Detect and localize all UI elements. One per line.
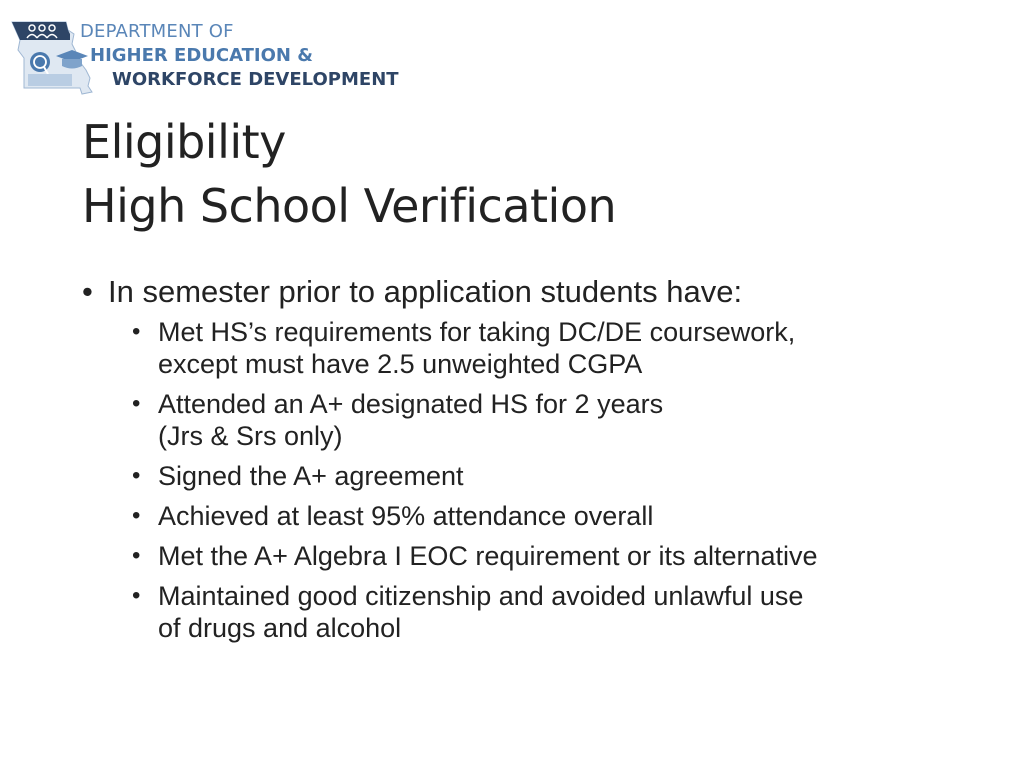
sub-bullet-designated-hs — [132, 388, 982, 452]
sub-bullet-attendance — [132, 500, 982, 532]
bullet-marker: • — [82, 274, 93, 309]
sub-bullet-line: Met the A+ Algebra I EOC requirement or its alternative — [158, 541, 818, 571]
sub-bullet-agreement — [132, 460, 982, 492]
bullet-marker: • — [132, 318, 141, 345]
title-line-high-school-verification: High School Verification — [82, 179, 617, 233]
sub-bullet-list — [82, 316, 982, 644]
sub-bullet-line: Attended an A+ designated HS for 2 years — [158, 389, 664, 419]
sub-bullet-line: Maintained good citizenship and avoided unlawful use — [158, 581, 804, 611]
sub-bullet-line: Achieved at least 95% attendance overall — [158, 501, 654, 531]
main-bullet-text: In semester prior to application students have: — [108, 274, 743, 309]
sub-bullet-line: Signed the A+ agreement — [158, 461, 464, 491]
bullet-marker: • — [132, 542, 141, 569]
sub-bullet-line: except must have 2.5 unweighted CGPA — [158, 349, 643, 379]
bullet-marker: • — [132, 582, 141, 609]
title-line-eligibility: Eligibility — [82, 115, 286, 169]
sub-bullet-line: Met HS’s requirements for taking DC/DE coursework, — [158, 317, 796, 347]
bullet-marker: • — [132, 462, 141, 489]
sub-bullet-algebra-eoc — [132, 540, 982, 572]
sub-bullet-dc-de-requirements — [132, 316, 982, 380]
slide-title — [82, 110, 616, 238]
logo-line-higher-education: HIGHER EDUCATION & — [90, 45, 313, 66]
bullet-marker: • — [132, 390, 141, 417]
slide-content — [82, 272, 982, 652]
main-bullet — [82, 272, 982, 312]
logo-line-department: DEPARTMENT OF — [80, 21, 234, 42]
sub-bullet-citizenship — [132, 580, 982, 644]
logo-line-workforce-development: WORKFORCE DEVELOPMENT — [112, 69, 399, 90]
bullet-marker: • — [132, 502, 141, 529]
sub-bullet-line: (Jrs & Srs only) — [158, 421, 343, 451]
department-logo — [10, 18, 430, 98]
sub-bullet-line: of drugs and alcohol — [158, 613, 402, 643]
